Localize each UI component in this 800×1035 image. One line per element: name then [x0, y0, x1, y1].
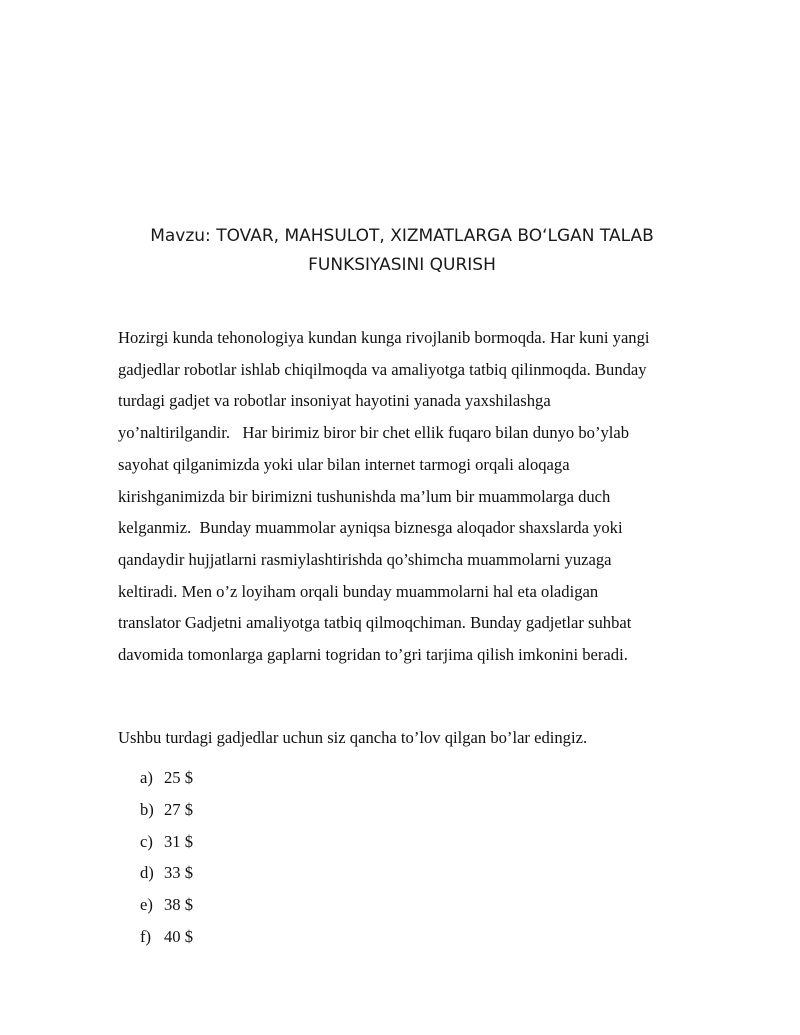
paragraph-line: turdagi gadjet va robotlar insoniyat hayotini yanada yaxshilashga [118, 391, 551, 411]
title-line-1: Mavzu: TOVAR, MAHSULOT, XIZMATLARGA BO‘LGAN TALAB [150, 226, 654, 246]
option-text: 25 $ [164, 768, 194, 787]
answer-option-d [140, 857, 193, 889]
option-marker: b) [140, 799, 154, 819]
answer-option-f [140, 921, 193, 953]
paragraph-line: translator Gadjetni amaliyotga tatbiq qilmoqchiman. Bunday gadjetlar suhbat [118, 613, 632, 633]
title-line-2: FUNKSIYASINI QURISH [308, 255, 496, 275]
intro-paragraph [118, 322, 728, 671]
paragraph-line: keltiradi. Men o’z loyiham orqali bunday muammolarni hal eta oladigan [118, 581, 599, 601]
paragraph-line: kirishganimizda bir birimizni tushunishda ma’lum bir muammolarga duch [118, 486, 611, 506]
paragraph-line: qandaydir hujjatlarni rasmiylashtirishda qo’shimcha muammolarni yuzaga [118, 549, 612, 569]
document-title [100, 222, 704, 280]
paragraph-line: kelganmiz. Bunday muammolar ayniqsa biznesga aloqador shaxslarda yoki [118, 518, 623, 538]
option-marker: d) [140, 863, 154, 883]
option-text: 40 $ [164, 926, 194, 946]
paragraph-line: Hozirgi kunda tehonologiya kundan kunga rivojlanib bormoqda. Har kuni yangi [118, 328, 650, 347]
paragraph-line: sayohat qilganimizda yoki ular bilan internet tarmogi orqali aloqaga [118, 454, 570, 474]
paragraph-line: yo’naltirilgandir. Har birimiz biror bir chet ellik fuqaro bilan dunyo bo’ylab [118, 423, 630, 443]
answer-options-list [140, 762, 193, 953]
option-marker: f) [140, 926, 152, 946]
answer-option-b [140, 794, 193, 826]
answer-option-c [140, 826, 193, 858]
answer-option-e [140, 889, 193, 921]
question-text: Ushbu turdagi gadjedlar uchun siz qancha to’lov qilgan bo’lar edingiz. [118, 728, 588, 747]
option-text: 33 $ [164, 863, 194, 883]
option-text: 38 $ [164, 895, 194, 915]
option-marker: a) [140, 768, 153, 787]
paragraph-line: gadjedlar robotlar ishlab chiqilmoqda va amaliyotga tatbiq qilinmoqda. Bunday [118, 359, 647, 379]
answer-option-a [140, 762, 193, 794]
paragraph-line: davomida tomonlarga gaplarni togridan to’gri tarjima qilish imkonini beradi. [118, 645, 628, 665]
option-marker: e) [140, 895, 153, 915]
option-text: 31 $ [164, 831, 194, 851]
option-text: 27 $ [164, 799, 194, 819]
option-marker: c) [140, 831, 153, 851]
